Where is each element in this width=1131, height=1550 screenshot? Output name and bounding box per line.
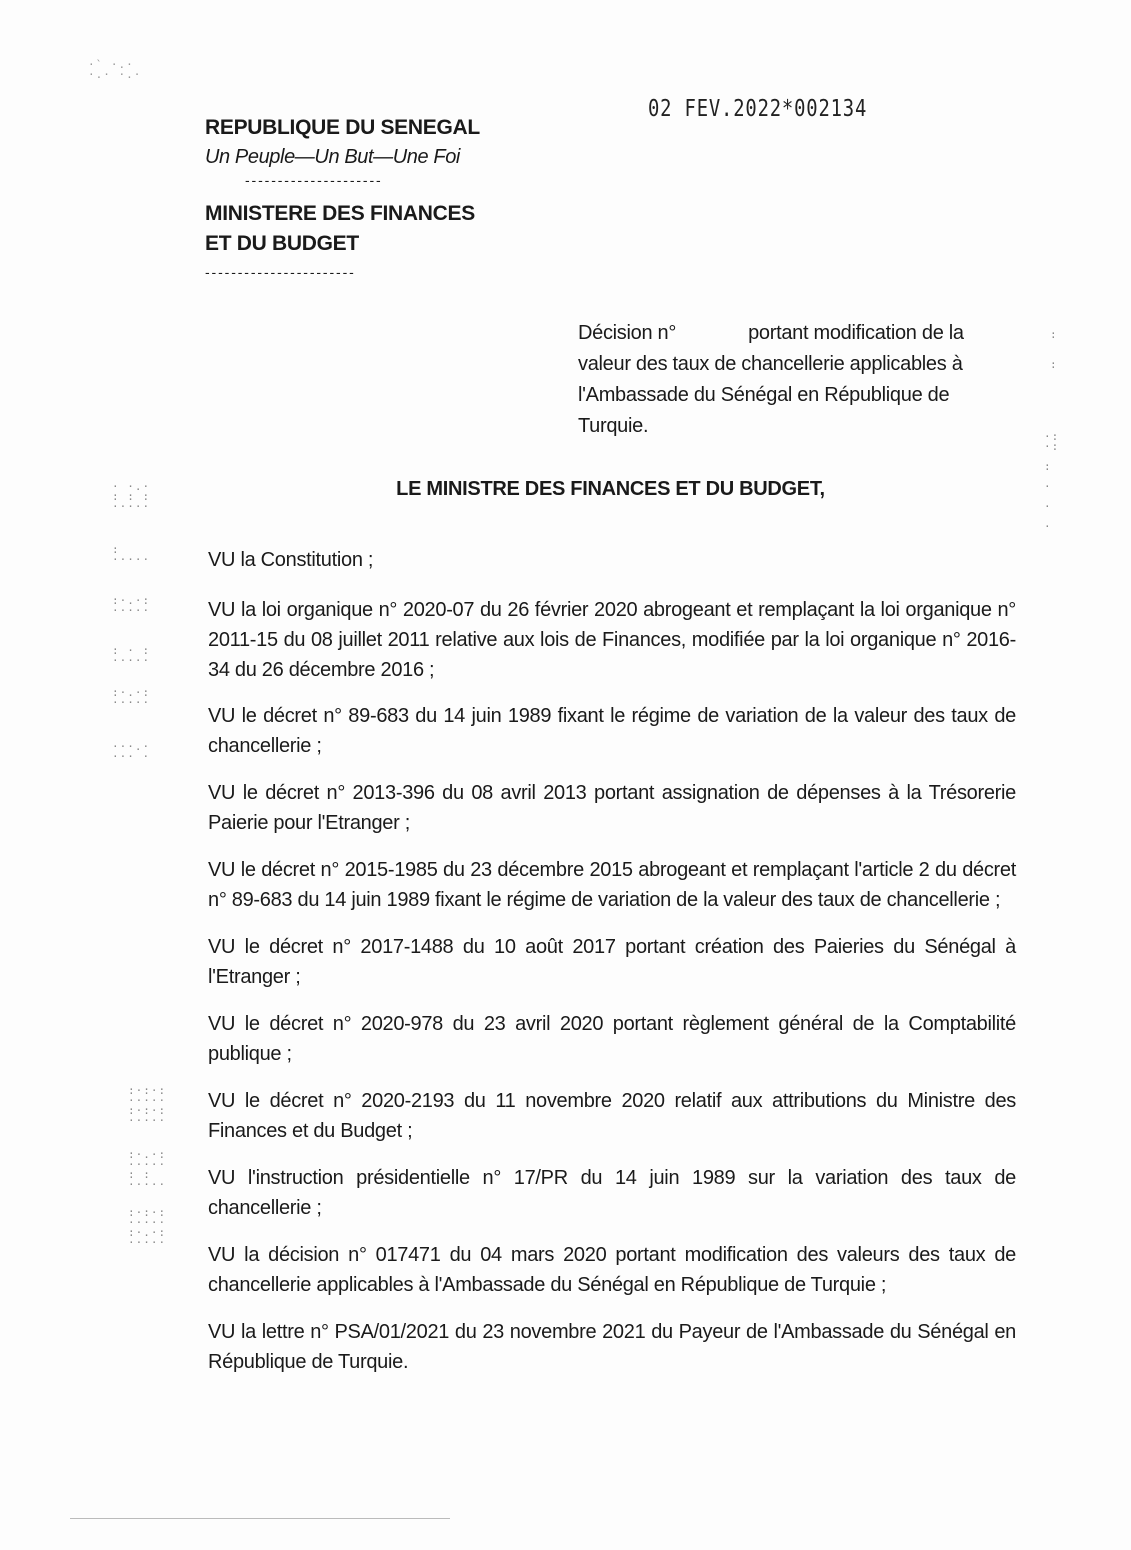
visa-item: VU la décision n° 017471 du 04 mars 2020 portant modification des valeurs des taux de chancellerie applicables à l'Ambassade du Sénégal en République de Turquie ; bbox=[208, 1244, 1016, 1296]
visa-item: VU le décret n° 2020-2193 du 11 novembre 2020 relatif aux attributions du Ministre des Finances et du Budget ; bbox=[208, 1090, 1016, 1142]
scan-artifact: ·` ·.· ·.· ·.· bbox=[88, 58, 142, 81]
punch-dots: : ····· bbox=[112, 543, 151, 566]
date-stamp: 02 FEV.2022*002134 bbox=[648, 96, 868, 122]
visa-item: VU l'instruction présidentielle n° 17/PR du 14 juin 1989 sur la variation des taux de chancellerie ; bbox=[208, 1167, 1016, 1219]
punch-dots: · ·.· : : : ····· bbox=[112, 480, 151, 513]
header-separator: - - - - - - - - - - - - - - - - - - - - - bbox=[245, 172, 380, 188]
ministry-line-1: MINISTERE DES FINANCES bbox=[205, 202, 475, 225]
punch-dots: :·.·: ····· : : ····· bbox=[128, 1148, 167, 1191]
punch-dots: :·.·: ····· bbox=[112, 594, 151, 617]
punch-dots: :·:·: ····· :·:·: ····· bbox=[128, 1084, 167, 1127]
scan-artifact: ·: ·: : · · · bbox=[1044, 430, 1060, 533]
decision-text: portant modification de la valeur des taux de chancellerie applicables à l'Ambassade du Sénégal en République de Turquie. bbox=[578, 322, 964, 437]
decision-heading bbox=[578, 318, 1018, 442]
visa-item: VU le décret n° 2020-978 du 23 avril 2020 portant règlement général de la Comptabilité publique ; bbox=[208, 1013, 1016, 1065]
visa-item: VU le décret n° 89-683 du 14 juin 1989 fixant le régime de variation de la valeur des taux de chancellerie ; bbox=[208, 705, 1016, 757]
ministry-separator: - - - - - - - - - - - - - - - - - - - - - - - bbox=[205, 264, 353, 280]
country-name: REPUBLIQUE DU SENEGAL bbox=[205, 116, 480, 139]
ministry-name bbox=[205, 199, 480, 259]
scan-edge-line bbox=[70, 1518, 450, 1519]
visa-item: VU la lettre n° PSA/01/2021 du 23 novembre 2021 du Payeur de l'Ambassade du Sénégal en République de Turquie. bbox=[208, 1321, 1016, 1373]
visa-list bbox=[208, 545, 1016, 1377]
decision-prefix: Décision n° bbox=[578, 322, 677, 344]
national-motto: Un Peuple—Un But—Une Foi bbox=[205, 146, 460, 168]
punch-dots: :·.·: ····· bbox=[112, 686, 151, 709]
punch-dots: ···.· ··· · bbox=[112, 740, 151, 763]
visa-item: VU le décret n° 2015-1985 du 23 décembre 2015 abrogeant et remplaçant l'article 2 du décret n° 89-683 du 14 juin 1989 fixant le régime de variation de la valeur des taux de chancellerie ; bbox=[208, 859, 1016, 911]
letterhead bbox=[205, 116, 480, 279]
visa-item: VU le décret n° 2013-396 du 08 avril 2013 portant assignation de dépenses à la Trésorerie Paierie pour l'Etranger ; bbox=[208, 782, 1016, 834]
punch-dots: :·:·: ····· :·.·: ····· bbox=[128, 1206, 167, 1249]
ministry-line-2: ET DU BUDGET bbox=[205, 232, 359, 255]
scan-artifact: : : bbox=[1050, 328, 1058, 371]
punch-dots: : · : ····· bbox=[112, 644, 151, 667]
minister-title: LE MINISTRE DES FINANCES ET DU BUDGET, bbox=[396, 478, 825, 500]
visa-item: VU la Constitution ; bbox=[208, 549, 374, 571]
visa-item: VU le décret n° 2017-1488 du 10 août 2017 portant création des Paieries du Sénégal à l'Etranger ; bbox=[208, 936, 1016, 988]
visa-item: VU la loi organique n° 2020-07 du 26 février 2020 abrogeant et remplaçant la loi organique n° 2011-15 du 08 juillet 2011 relative aux lois de Finances, modifiée par la loi organique n° 2016-34 du 26 décembre 2016 ; bbox=[208, 599, 1016, 681]
